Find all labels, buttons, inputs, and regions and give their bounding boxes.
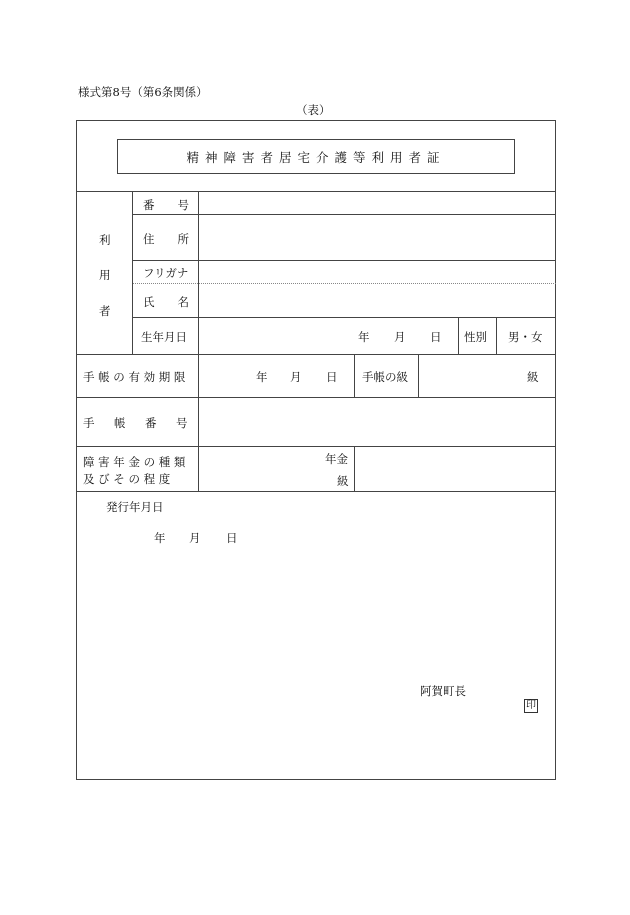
divider-pension-bottom xyxy=(76,491,556,492)
furigana-label: フリガナ xyxy=(143,266,189,280)
user-label-char-1: 利 xyxy=(99,233,111,247)
divider-sex-label-right xyxy=(496,317,497,354)
validity-year-unit: 年 xyxy=(256,370,268,384)
form-frame xyxy=(76,120,556,780)
validity-month-unit: 月 xyxy=(290,370,302,384)
seal-stamp: 印 xyxy=(526,700,536,711)
divider-number-bottom xyxy=(132,214,556,215)
pension-label-line2: 及 び そ の 程 度 xyxy=(83,472,171,486)
divider-user-label-col xyxy=(132,191,133,354)
notebook-number-label: 手 帳 番 号 xyxy=(83,416,192,430)
issue-month-unit: 月 xyxy=(189,531,201,545)
user-label-char-3: 者 xyxy=(99,304,111,318)
pension-type-unit: 年金 xyxy=(325,452,348,466)
form-title xyxy=(117,139,515,174)
birth-day-unit: 日 xyxy=(430,330,442,344)
issue-day-unit: 日 xyxy=(226,531,238,545)
divider-validity-bottom xyxy=(76,397,556,398)
birth-month-unit: 月 xyxy=(394,330,406,344)
grade-label: 手帳の級 xyxy=(362,370,408,384)
birth-year-unit: 年 xyxy=(358,330,370,344)
divider-field-label-col xyxy=(198,191,199,491)
divider-name-bottom xyxy=(132,317,556,318)
divider-user-top xyxy=(76,191,556,192)
address-label: 住 所 xyxy=(143,232,189,246)
form-number: 様式第8号（第6条関係） xyxy=(78,85,208,99)
issue-date-label: 発行年月日 xyxy=(106,500,164,514)
side-label: （表） xyxy=(296,103,331,117)
divider-grade-label-left xyxy=(354,354,355,397)
pension-label-line1: 障 害 年 金 の 種 類 xyxy=(83,455,186,469)
number-label: 番 号 xyxy=(143,198,189,212)
divider-pension-value xyxy=(354,446,355,491)
validity-label: 手 帳 の 有 効 期 限 xyxy=(83,370,186,384)
issue-year-unit: 年 xyxy=(154,531,166,545)
sex-value: 男・女 xyxy=(508,330,543,344)
issuer-title: 阿賀町長 xyxy=(420,684,466,698)
user-label-char-2: 用 xyxy=(99,268,111,282)
divider-sex-label-left xyxy=(458,317,459,354)
divider-address-bottom xyxy=(132,260,556,261)
form-title-text: 精神障害者居宅介護等利用者証 xyxy=(186,149,446,165)
divider-notebook-number-bottom xyxy=(76,446,556,447)
validity-day-unit: 日 xyxy=(326,370,338,384)
divider-user-bottom xyxy=(76,354,556,355)
divider-furigana-bottom xyxy=(132,283,556,284)
sex-label: 性別 xyxy=(464,330,487,344)
pension-grade-unit: 級 xyxy=(337,474,349,488)
name-label: 氏 名 xyxy=(143,295,189,309)
grade-unit: 級 xyxy=(527,370,539,384)
divider-grade-label-right xyxy=(418,354,419,397)
birth-date-label: 生年月日 xyxy=(141,330,187,344)
